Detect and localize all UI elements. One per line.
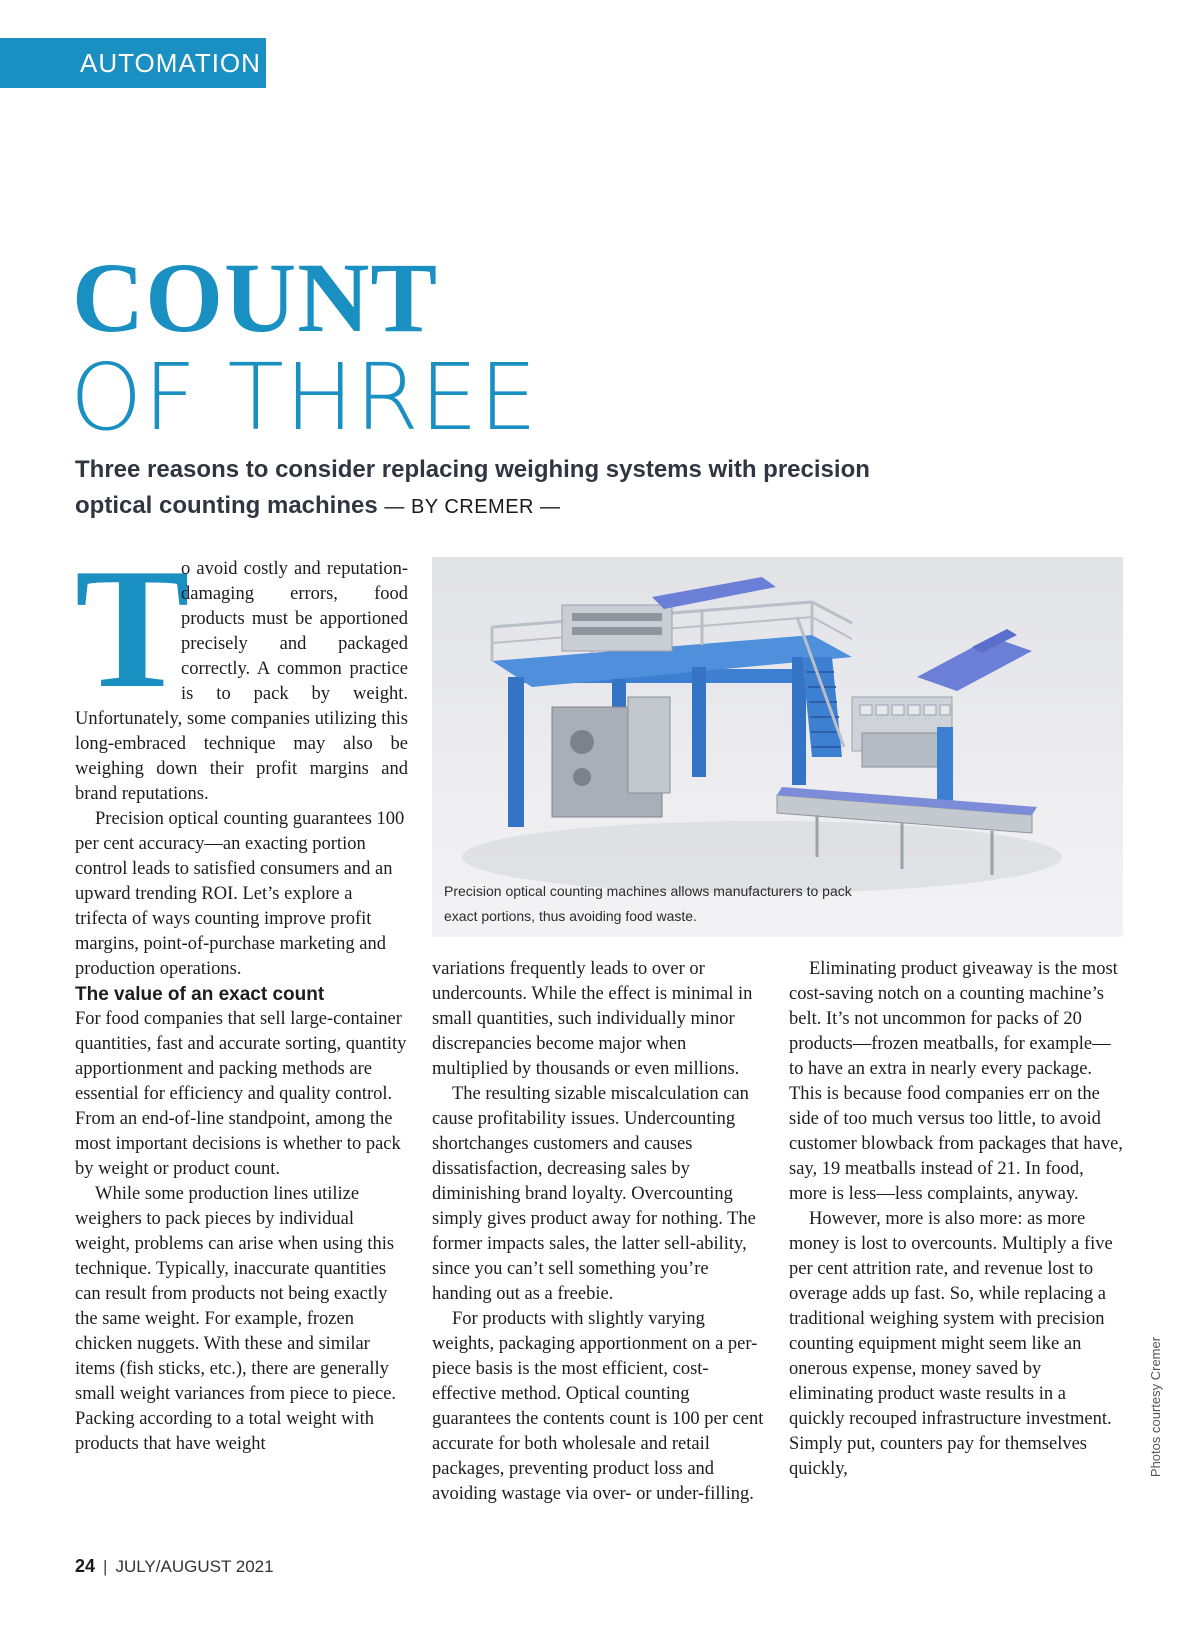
intro-paragraph: o avoid costly and reputation-damaging errors, food products must be apportioned precisely and packaged correctly. A common practice is to pack by weight. Unfortunately, some companies utilizing this long-embraced technique may also be weighing down their profit margins and brand reputations. — [75, 559, 408, 804]
issue-date: JULY/AUGUST 2021 — [115, 1557, 274, 1576]
section-tag: AUTOMATION — [0, 38, 266, 88]
machine-photo — [432, 557, 1123, 937]
folio: 24 | JULY/AUGUST 2021 — [75, 1556, 274, 1576]
drop-cap: T — [75, 534, 190, 724]
deck — [75, 452, 935, 525]
column-2 — [432, 957, 766, 1507]
deck-text: Three reasons to consider replacing weighing systems with precision optical counting machines — [75, 456, 870, 519]
headline-line1: COUNT — [72, 242, 439, 353]
photo-credit: Photos courtesy Cremer — [1148, 1336, 1163, 1478]
photo-caption: Precision optical counting machines allows manufacturers to pack exact portions, thus avoiding food waste. — [444, 883, 852, 924]
column-3 — [789, 957, 1123, 1482]
paragraph: However, more is also more: as more money is lost to overcounts. Multiply a five per cent attrition rate, and revenue lost to overage adds up fast. So, while replacing a traditional weighing system with precision counting equipment might seem like an onerous expense, money saved by eliminating product waste results in a quickly recouped infrastructure investment. Simply put, counters pay for themselves quickly, — [789, 1209, 1113, 1479]
paragraph: The resulting sizable miscalculation can cause profitability issues. Undercounting shortchanges customers and causes dissatisfaction, decreasing sales by diminishing brand loyalty. Overcounting simply gives product away for nothing. The former impacts sales, the latter sell-ability, since you can’t sell something you’re handing out as a freebie. — [432, 1084, 756, 1304]
paragraph: variations frequently leads to over or undercounts. While the effect is minimal in small quantities, such individually minor discrepancies become major when multiplied by thousands or even millions. — [432, 959, 753, 1079]
paragraph: Precision optical counting guarantees 100 per cent accuracy—an exacting portion control leads to satisfied consumers and an upward trending ROI. Let’s explore a trifecta of ways counting improve profit margins, point-of-purchase marketing and production operations. — [75, 809, 405, 979]
column-1 — [75, 534, 408, 1457]
paragraph: While some production lines utilize weighers to pack pieces by individual weight, problems can arise when using this technique. Typically, inaccurate quantities can result from products not being exactly the same weight. For example, frozen chicken nuggets. With these and similar items (fish sticks, etc.), there are generally small weight variances from piece to piece. Packing according to a total weight with products that have weight — [75, 1184, 397, 1454]
paragraph: Eliminating product giveaway is the most cost-saving notch on a counting machine’s belt. It’s not uncommon for packs of 20 products—frozen meatballs, for example—to have an extra in nearly every package. This is because food companies err on the side of too much versus too little, to avoid customer blowback from packages that have, say, 19 meatballs instead of 21. In food, more is less—less complaints, anyway. — [789, 959, 1123, 1204]
paragraph: For products with slightly varying weights, packaging apportionment on a per-piece basis is the most efficient, cost-effective method. Optical counting guarantees the contents count is 100 per cent accurate for both wholesale and retail packages, preventing product loss and avoiding wastage via over- or under-filling. — [432, 1309, 764, 1504]
byline: — BY CREMER — — [384, 496, 561, 518]
subhead: The value of an exact count — [75, 984, 325, 1005]
page-number: 24 — [75, 1556, 96, 1576]
headline-line2: OF THREE — [70, 344, 539, 451]
paragraph: For food companies that sell large-container quantities, fast and accurate sorting, quantity apportionment and packing methods are essential for efficiency and quality control. From an end-of-line standpoint, among the most important decisions is whether to pack by weight or product count. — [75, 1009, 407, 1179]
